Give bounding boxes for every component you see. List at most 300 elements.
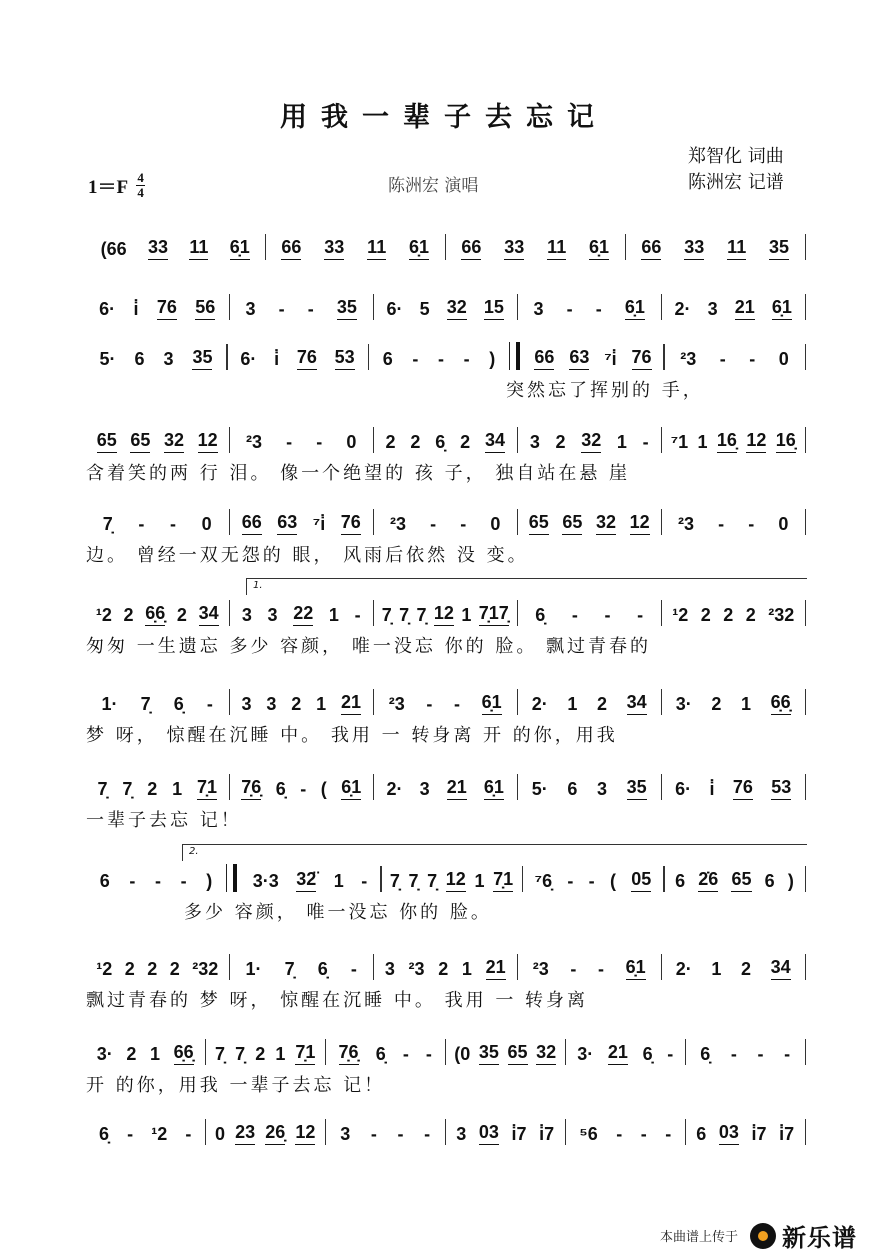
note-group: 1 <box>461 605 472 625</box>
note-group: 1 <box>567 694 578 714</box>
note-group: 5· <box>99 349 116 369</box>
note-group: - <box>278 299 285 319</box>
measure <box>626 237 805 260</box>
measure <box>518 777 661 800</box>
measure <box>230 959 373 980</box>
note-group: 76 <box>297 347 317 370</box>
barline <box>805 954 807 980</box>
note-group: 66 <box>461 237 481 260</box>
measure <box>374 430 517 453</box>
note-group: 7̣ <box>427 871 438 891</box>
note-group: 3· <box>675 694 692 714</box>
note-group: - <box>307 299 314 319</box>
note-group: - <box>354 605 361 625</box>
note-group: - <box>588 871 595 891</box>
note-group: ¹2 <box>95 605 112 625</box>
note-group: 6̣1 <box>589 237 609 260</box>
note-group: 3· <box>577 1044 594 1064</box>
note-group: 6̣ <box>173 694 184 714</box>
note-group: 35 <box>337 297 357 320</box>
note-group: - <box>784 1044 791 1064</box>
score-line <box>86 340 806 410</box>
note-group: i̇7 <box>779 1124 795 1144</box>
barline <box>805 689 807 715</box>
note-group: 7̣ <box>408 871 419 891</box>
note-group: 65 <box>529 512 549 535</box>
measure <box>662 692 805 715</box>
note-group: 1 <box>474 871 485 891</box>
score-line <box>86 685 806 755</box>
measure <box>86 603 229 626</box>
note-group: 6̣ <box>700 1044 711 1064</box>
score-line <box>86 846 806 932</box>
note-group: ²3 <box>408 959 425 979</box>
note-group: 7̣1 <box>295 1042 315 1065</box>
measure <box>566 1124 685 1145</box>
note-group: 23 <box>235 1122 255 1145</box>
note-group: 33 <box>148 237 168 260</box>
note-group: 3 <box>267 605 278 625</box>
note-group: ²3 <box>388 694 405 714</box>
note-group: - <box>438 349 444 369</box>
note-group: 32 <box>581 430 601 453</box>
note-group: 3 <box>456 1124 467 1144</box>
measure <box>206 1122 325 1145</box>
note-group: 2 <box>291 694 302 714</box>
lyrics-row: 含着笑的两 行 泪。 像一个绝望的 孩 子， 独自站在悬 崖 <box>86 463 631 484</box>
note-group: - <box>637 605 644 625</box>
note-group: 33 <box>684 237 704 260</box>
note-group: 3 <box>597 779 608 799</box>
singer-credit: 陈洲宏 演唱 <box>388 176 479 196</box>
note-group: 1· <box>101 694 118 714</box>
note-group: 34 <box>627 692 647 715</box>
note-group: - <box>170 514 177 534</box>
note-group: 6̣6̣ <box>174 1042 194 1065</box>
note-group: 0 <box>778 514 789 534</box>
score-line <box>86 580 806 666</box>
note-group: 6̣1 <box>230 237 250 260</box>
note-group: ) <box>206 871 213 891</box>
note-group: 6· <box>386 299 403 319</box>
uploaded-text: 本曲谱上传于 <box>660 1230 739 1245</box>
note-group: 65 <box>508 1042 528 1065</box>
measure <box>86 297 229 320</box>
note-group: 11 <box>547 237 566 260</box>
measure <box>518 297 661 320</box>
measure <box>665 349 805 370</box>
vinyl-disc-icon <box>750 1223 776 1249</box>
note-group: - <box>180 871 187 891</box>
note-group: 6 <box>567 779 578 799</box>
note-group: 32 <box>164 430 184 453</box>
note-group: 1 <box>328 605 339 625</box>
note-group: i̇ <box>133 299 139 319</box>
note-group: 2 <box>741 959 752 979</box>
note-group: 6̣1 <box>484 777 504 800</box>
note-group: 32 <box>447 297 467 320</box>
note-group: ( <box>609 871 616 891</box>
note-group: 2· <box>675 959 692 979</box>
note-group: 6̣ <box>435 432 446 452</box>
note-group: 66 <box>534 347 554 370</box>
notation-row <box>86 862 806 892</box>
note-group: - <box>718 514 725 534</box>
note-group: 0 <box>346 432 357 452</box>
measure <box>523 347 663 370</box>
note-group: 0 <box>490 514 501 534</box>
note-group: 1 <box>316 694 327 714</box>
note-group: 3 <box>533 299 544 319</box>
note-group: 7̣ <box>235 1044 246 1064</box>
note-group: ( <box>320 779 327 799</box>
note-group: 56 <box>195 297 215 320</box>
note-group: 7̣ <box>140 694 151 714</box>
measure <box>662 514 805 535</box>
transcriber-credit: 陈洲宏 记谱 <box>688 172 784 193</box>
measure <box>686 1122 805 1145</box>
measure <box>206 1042 325 1065</box>
note-group: (66 <box>100 239 127 259</box>
note-group: 5 <box>419 299 430 319</box>
note-group: 26̣ <box>265 1122 285 1145</box>
note-group: 34 <box>199 603 219 626</box>
measure <box>86 694 229 715</box>
notation-row <box>86 596 806 626</box>
score-line <box>86 423 806 493</box>
measure <box>662 297 805 320</box>
note-group: 6̣ <box>642 1044 653 1064</box>
note-group: ⁵6 <box>579 1124 598 1144</box>
note-group: 6 <box>382 349 393 369</box>
notation-row <box>86 685 806 715</box>
note-group: - <box>300 779 307 799</box>
note-group: ⁷1 <box>670 432 689 452</box>
note-group: 12 <box>295 1122 315 1145</box>
note-group: 2 <box>745 605 756 625</box>
notation-row <box>86 770 806 800</box>
measure <box>662 430 805 453</box>
note-group: 33 <box>504 237 524 260</box>
measure <box>446 1042 565 1065</box>
note-group: 1 <box>711 959 722 979</box>
note-group: 7̣1 <box>197 777 217 800</box>
note-group: 2 <box>176 605 187 625</box>
note-group: ¹2 <box>151 1124 168 1144</box>
note-group: 2· <box>674 299 691 319</box>
note-group: 6̣ <box>275 779 286 799</box>
note-group: - <box>604 605 611 625</box>
note-group: i̇ <box>274 349 280 369</box>
note-group: 6̣1 <box>341 777 361 800</box>
note-group: 35 <box>192 347 212 370</box>
measure <box>518 957 661 980</box>
note-group: - <box>567 871 574 891</box>
note-group: - <box>155 871 161 891</box>
note-group: - <box>667 1044 674 1064</box>
note-group: 35 <box>769 237 789 260</box>
note-group: 7̣1 <box>493 869 513 892</box>
note-group: ) <box>787 871 794 891</box>
note-group: 2 <box>385 432 396 452</box>
note-group: 12 <box>446 869 466 892</box>
measure <box>382 869 522 892</box>
note-group: 2 <box>555 432 566 452</box>
measure <box>86 1042 205 1065</box>
measure <box>523 869 663 892</box>
note-group: - <box>397 1124 404 1144</box>
barline <box>805 600 807 626</box>
repeat-sign <box>226 864 237 892</box>
measure <box>86 514 229 535</box>
note-group: ⁷i̇ <box>312 514 326 534</box>
note-group: 3 <box>529 432 540 452</box>
credits <box>688 144 784 196</box>
score-line <box>86 950 806 1020</box>
note-group: 2 <box>597 694 608 714</box>
note-group: ²3 <box>246 432 263 452</box>
note-group: 7̣6̣ <box>339 1042 359 1065</box>
note-group: 76 <box>632 347 652 370</box>
notation-row <box>86 290 806 320</box>
notation-row <box>86 505 806 535</box>
footer <box>660 1218 857 1253</box>
note-group: 2 <box>723 605 734 625</box>
note-group: 32 <box>596 512 616 535</box>
barline <box>805 1039 807 1065</box>
note-group: 6̣ <box>317 959 328 979</box>
note-group: 12 <box>198 430 218 453</box>
measure <box>86 430 229 453</box>
note-group: 2 <box>169 959 180 979</box>
lyrics-row: 一辈子去忘 记！ <box>86 810 242 831</box>
note-group: 3 <box>707 299 718 319</box>
volta-bracket: 1. <box>246 578 807 595</box>
note-group: 35 <box>479 1042 499 1065</box>
note-group: 6̣1 <box>625 297 645 320</box>
measure <box>686 1044 805 1065</box>
note-group: 7̣17̣ <box>479 603 509 626</box>
measure <box>86 871 226 892</box>
note-group: 2̇6 <box>698 869 718 892</box>
note-group: 66 <box>242 512 262 535</box>
measure <box>518 605 661 626</box>
note-group: - <box>361 871 368 891</box>
note-group: 05 <box>631 869 651 892</box>
note-group: 0 <box>215 1124 226 1144</box>
note-group: 6̣ <box>375 1044 386 1064</box>
note-group: 11 <box>727 237 746 260</box>
key-label: 1＝F <box>88 177 129 198</box>
measure <box>566 1042 685 1065</box>
note-group: - <box>425 1044 432 1064</box>
note-group: - <box>616 1124 623 1144</box>
note-group: 0 <box>778 349 789 369</box>
measure <box>86 347 226 370</box>
note-group: 21 <box>608 1042 628 1065</box>
note-group: 76 <box>341 512 361 535</box>
lyrics-row: 多少 容颜， 唯一没忘 你的 脸。 <box>184 902 492 923</box>
note-group: - <box>642 432 649 452</box>
note-group: 16̣ <box>717 430 737 453</box>
volta-bracket: 2. <box>182 844 807 861</box>
note-group: 15 <box>484 297 504 320</box>
measure <box>518 430 661 453</box>
note-group: 03 <box>719 1122 739 1145</box>
measure <box>374 957 517 980</box>
note-group: 3 <box>241 605 252 625</box>
measure <box>230 432 373 453</box>
note-group: 7̣6̣ <box>241 777 261 800</box>
measure <box>518 692 661 715</box>
note-group: 65 <box>731 869 751 892</box>
measure <box>374 603 517 626</box>
measure <box>230 603 373 626</box>
note-group: - <box>350 959 357 979</box>
note-group: 11 <box>189 237 208 260</box>
note-group: 7̣ <box>102 514 113 534</box>
measure <box>374 514 517 535</box>
note-group: ⁷6̣ <box>534 871 553 891</box>
note-group: - <box>424 1124 431 1144</box>
note-group: 6̣1 <box>409 237 429 260</box>
song-title: 用我一辈子去忘记 <box>280 102 608 133</box>
note-group: 6̣ <box>99 1124 110 1144</box>
note-group: 6 <box>764 871 775 891</box>
note-group: 16̣ <box>776 430 796 453</box>
measure <box>240 869 380 892</box>
note-group: 7̣ <box>122 779 133 799</box>
note-group: 6 <box>99 871 110 891</box>
measure <box>230 512 373 535</box>
barline <box>805 509 807 535</box>
note-group: 2 <box>700 605 711 625</box>
note-group: - <box>757 1044 764 1064</box>
note-group: 7̣ <box>381 605 392 625</box>
note-group: 65 <box>97 430 117 453</box>
note-group: - <box>185 1124 192 1144</box>
note-group: 6 <box>675 871 686 891</box>
note-group: 1 <box>461 959 472 979</box>
note-group: 63 <box>569 347 589 370</box>
notation-row <box>86 340 806 370</box>
barline <box>805 866 807 892</box>
barline <box>805 1119 807 1145</box>
note-group: - <box>460 514 467 534</box>
note-group: 76 <box>157 297 177 320</box>
note-group: 53 <box>771 777 791 800</box>
note-group: 6̣1 <box>772 297 792 320</box>
note-group: - <box>730 1044 737 1064</box>
brand-logo: 新乐谱 <box>782 1224 858 1252</box>
note-group: 7̣ <box>399 605 410 625</box>
note-group: 1 <box>741 694 752 714</box>
note-group: ²3 <box>680 349 697 369</box>
note-group: 12 <box>746 430 766 453</box>
note-group: 2· <box>531 694 548 714</box>
notation-row <box>86 1035 806 1065</box>
measure <box>369 349 509 370</box>
note-group: ²32 <box>768 605 795 625</box>
lyrics-row: 匆匆 一生遗忘 多少 容颜， 唯一没忘 你的 脸。 飘过青春的 <box>86 636 652 657</box>
measure <box>662 957 805 980</box>
note-group: 1 <box>275 1044 286 1064</box>
note-group: 6· <box>240 349 257 369</box>
measure <box>86 237 265 260</box>
note-group: 3· <box>96 1044 113 1064</box>
lyrics-row: 飘过青春的 梦 呀， 惊醒在沉睡 中。 我用 一 转身离 <box>86 990 589 1011</box>
note-group: 66 <box>641 237 661 260</box>
measure <box>326 1124 445 1145</box>
note-group: 1· <box>245 959 262 979</box>
notation-row <box>86 230 806 260</box>
note-group: 2 <box>460 432 471 452</box>
measure <box>266 237 445 260</box>
note-group: ⁷i̇ <box>604 349 617 369</box>
measure <box>518 512 661 535</box>
note-group: - <box>286 432 293 452</box>
note-group: (0 <box>454 1044 471 1064</box>
note-group: 63 <box>277 512 297 535</box>
note-group: 03 <box>479 1122 499 1145</box>
note-group: 3·3 <box>252 871 279 891</box>
measure <box>374 297 517 320</box>
note-group: 76 <box>733 777 753 800</box>
measure <box>230 777 373 800</box>
note-group: 2 <box>123 605 134 625</box>
key-signature <box>88 172 145 199</box>
barline <box>805 234 807 260</box>
note-group: 3 <box>340 1124 351 1144</box>
barline <box>805 294 807 320</box>
note-group: 2 <box>147 959 158 979</box>
note-group: - <box>570 959 577 979</box>
note-group: ) <box>489 349 496 369</box>
note-group: - <box>127 1124 134 1144</box>
note-group: 34 <box>771 957 791 980</box>
note-group: 21 <box>447 777 467 800</box>
note-group: 7̣ <box>389 871 400 891</box>
note-group: - <box>719 349 726 369</box>
note-group: - <box>370 1124 377 1144</box>
note-group: 2 <box>255 1044 266 1064</box>
note-group: 3 <box>163 349 174 369</box>
lyrics-row: 突然忘了挥别的 手， <box>506 380 704 401</box>
note-group: 11 <box>367 237 386 260</box>
score-line <box>86 1035 806 1105</box>
note-group: - <box>640 1124 647 1144</box>
note-group: 1 <box>172 779 183 799</box>
measure <box>228 347 368 370</box>
note-group: ¹2 <box>672 605 689 625</box>
measure <box>86 1124 205 1145</box>
note-group: i̇7 <box>539 1124 555 1144</box>
note-group: 12 <box>630 512 650 535</box>
score-line <box>86 770 806 840</box>
lyrics-row: 开 的你，用我 一辈子去忘 记！ <box>86 1075 386 1096</box>
note-group: 6̣6̣ <box>145 603 165 626</box>
note-group: ²3 <box>532 959 549 979</box>
note-group: 2 <box>124 959 135 979</box>
measure <box>230 692 373 715</box>
note-group: - <box>566 299 573 319</box>
note-group: 6· <box>99 299 116 319</box>
note-group: 6̣ <box>535 605 546 625</box>
note-group: 21 <box>735 297 755 320</box>
note-group: i̇7 <box>751 1124 767 1144</box>
note-group: 22 <box>293 603 313 626</box>
note-group: 6̣1 <box>482 692 502 715</box>
